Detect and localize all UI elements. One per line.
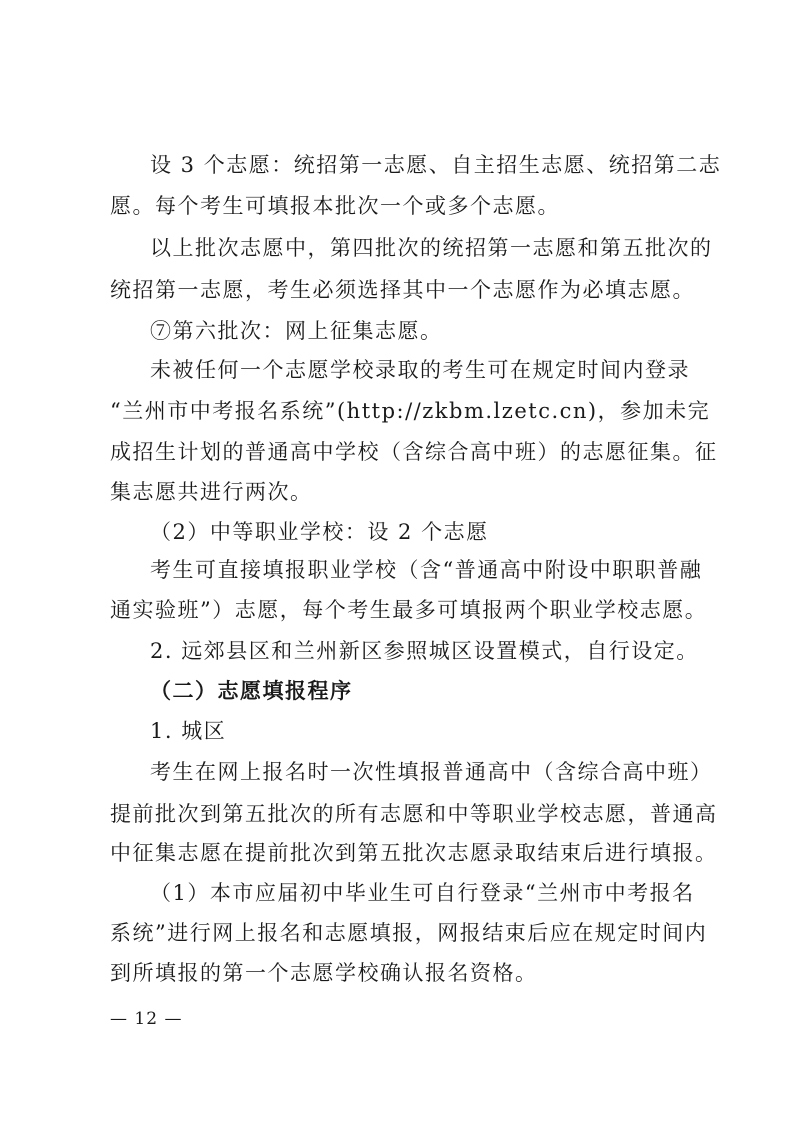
text-line: 愿。每个考生可填报本批次一个或多个志愿。 (110, 194, 560, 218)
text-line: 考生可直接填报职业学校（含“普通高中附设中职职普融 (150, 558, 703, 582)
text-line: （1）本市应届初中毕业生可自行登录“兰州市中考报名 (150, 881, 695, 905)
text-line: “兰州市中考报名系统”(http://zkbm.lzetc.cn)，参加未完 (110, 399, 711, 423)
text-line: 设 3 个志愿：统招第一志愿、自主招生志愿、统招第二志 (150, 153, 722, 177)
text-line: 到所填报的第一个志愿学校确认报名资格。 (110, 961, 538, 985)
text-line: 成招生计划的普通高中学校（含综合高中班）的志愿征集。征 (110, 440, 718, 464)
text-line: 系统”进行网上报名和志愿填报，网报结束后应在规定时间内 (110, 921, 708, 945)
text-line: 提前批次到第五批次的所有志愿和中等职业学校志愿，普通高 (110, 802, 718, 826)
text-line: 集志愿共进行两次。 (110, 480, 313, 504)
section-heading: （二）志愿填报程序 (150, 678, 353, 703)
text-line: 以上批次志愿中，第四批次的统招第一志愿和第五批次的 (150, 236, 713, 260)
text-line: 通实验班”）志愿，每个考生最多可填报两个职业学校志愿。 (110, 598, 708, 622)
text-line: （2）中等职业学校：设 2 个志愿 (150, 520, 489, 544)
page-number: — 12 — (110, 1009, 183, 1029)
text-line: ⑦第六批次：网上征集志愿。 (150, 319, 443, 343)
text-line: 1. 城区 (150, 719, 227, 743)
text-line: 考生在网上报名时一次性填报普通高中（含综合高中班） (150, 760, 713, 784)
text-line: 2. 远郊县区和兰州新区参照城区设置模式，自行设定。 (150, 639, 699, 663)
text-line: 未被任何一个志愿学校录取的考生可在规定时间内登录 (150, 358, 690, 382)
text-line: 中征集志愿在提前批次到第五批次志愿录取结束后进行填报。 (110, 841, 718, 865)
text-line: 统招第一志愿，考生必须选择其中一个志愿作为必填志愿。 (110, 278, 695, 302)
